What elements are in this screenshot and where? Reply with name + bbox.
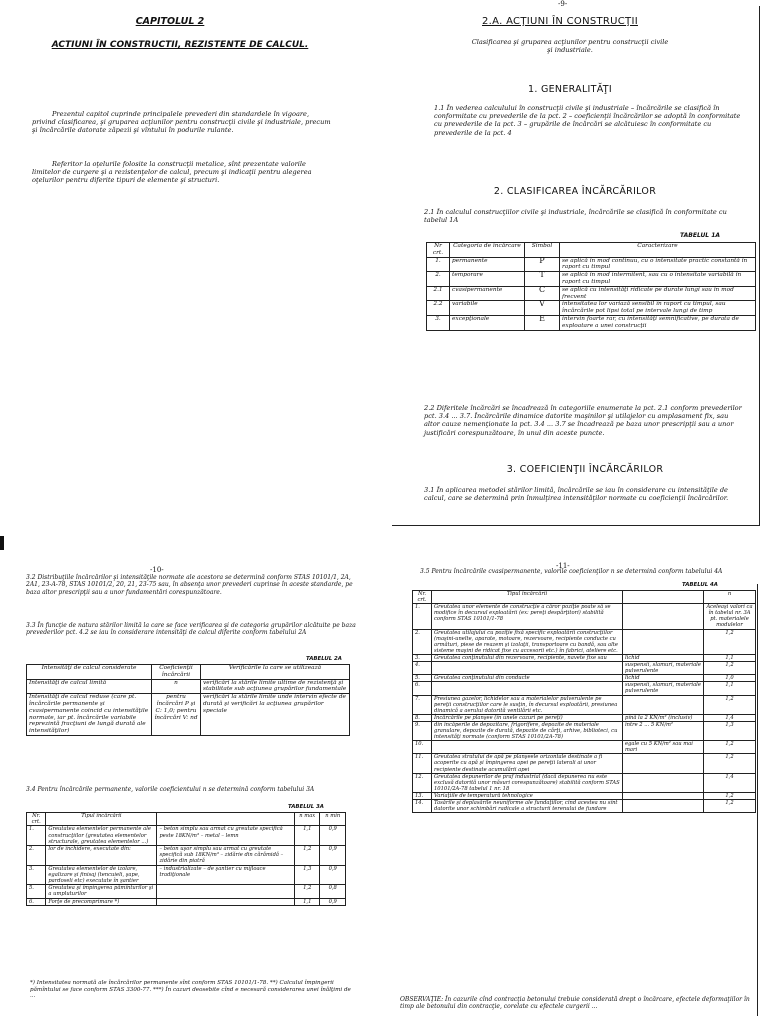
table-cell: 1,1: [295, 826, 320, 846]
table-header-cell: [623, 591, 704, 604]
table-cell: 3.: [27, 865, 46, 885]
chapter-label: CAPITOLUL 2: [135, 16, 205, 27]
table-cell: temporare: [450, 272, 525, 287]
table-cell: 12.: [413, 773, 432, 792]
page-1: [0, 0, 384, 540]
table-2a-caption: TABELUL 2A: [306, 656, 342, 662]
table-cell: pînă la 2 KN/m² (inclusiv): [623, 714, 704, 721]
paragraph-1-1: 1.1 În vederea calculului în construcţii civile şi industriale – încărcările se clasifică în conformitate cu prevederile de la pct. 2 – coeficienţii încărcărilor se adoptă în conformitate cu prevederile de la pct. 3 – grupările de încărcări se alcătuiesc în conformitate cu prevederile de la pct. 4: [434, 104, 741, 137]
table-cell: – industrializate – de şantier cu mijloace tradiţionale: [157, 865, 295, 885]
table-row: [413, 695, 756, 714]
table-cell: 1,4: [704, 773, 756, 792]
table-cell: [432, 662, 623, 675]
table-header-cell: n max: [295, 813, 320, 826]
table-cell: 6.: [27, 898, 46, 905]
table-cell: cvasipermanente: [450, 286, 525, 301]
table-cell: 11.: [413, 754, 432, 773]
table-cell: Greutatea conţinutului din rezervoare, recipiente, navete fixe sau: [432, 654, 623, 661]
table-4a-caption: TABELUL 4A: [682, 582, 718, 588]
table-cell: 3.: [413, 654, 432, 661]
table-cell: [157, 885, 295, 898]
table-cell: lichid: [623, 654, 704, 661]
table-cell: V: [525, 301, 560, 316]
table-cell: 1,1: [704, 654, 756, 661]
page-4: [390, 560, 768, 1024]
table-row: [27, 694, 350, 736]
table-cell: 0,9: [320, 865, 346, 885]
table-cell: suspensii, slamuri, materiale pulverulente: [623, 682, 704, 695]
clasificarea-heading: 2. CLASIFICAREA ÎNCĂRCĂRILOR: [493, 186, 657, 197]
table-cell: 1,3: [704, 721, 756, 740]
table-row: [413, 714, 756, 721]
table-cell: Aceleaşi valori ca în tabelul nr. 3A pt. materialele modulelor: [704, 604, 756, 629]
section-heading: 2.A. ACŢIUNI ÎN CONSTRUCŢII: [482, 16, 638, 27]
table-row: [413, 800, 756, 813]
table-header-cell: Verificările la care se utilizează: [201, 665, 350, 680]
table-cell: se aplică cu intensităţi ridicate pe durate lungi sau în mod frecvent: [560, 286, 756, 301]
table-cell: 4.: [413, 662, 432, 675]
table-cell: se aplică în mod continuu, cu o intensitate practic constantă în raport cu timpul: [560, 257, 756, 272]
page-3: [0, 560, 384, 1024]
table-cell: 7.: [413, 695, 432, 714]
table-cell: [623, 754, 704, 773]
table-cell: Intensităţi de calcul reduse (care pt. încărcările permanente şi cvasipermanente coincid cu intensităţile normate, iar pt. încărcările variabile reprezintă fracţiuni de lungă durată ale intensităţilor): [27, 694, 152, 736]
table-row: [413, 721, 756, 740]
table-cell: 1,2: [704, 754, 756, 773]
page-2: [390, 0, 768, 530]
table-cell: Presiunea gazelor, lichidelor sau a materialelor pulverulente pe pereţii construcţiilor care le susţin, în decursul exploatării, presiunea dinamică a aerului datorită ventilării etc.: [432, 695, 623, 714]
table-cell: lichid: [623, 675, 704, 682]
table-cell: 0,8: [320, 885, 346, 898]
table-cell: Greutatea stratului de apă pe planşeele orizontale destinate a fi acoperite cu apă şi împingerea apei pe pereţii laterali ai unor recipiente destinate acumulării apei: [432, 754, 623, 773]
table-cell: [623, 695, 704, 714]
table-3a: [26, 812, 346, 906]
table-header-cell: Tipul încărcării: [432, 591, 623, 604]
table-row: [413, 629, 756, 654]
table-cell: 1,2: [295, 846, 320, 866]
table-cell: între 2 ... 5 KN/m²: [623, 721, 704, 740]
table-header-cell: [157, 813, 295, 826]
table-cell: Încărcările pe planşee (în unele cazuri pe pereţi): [432, 714, 623, 721]
table-cell: 3.: [427, 315, 450, 330]
table-cell: P: [525, 257, 560, 272]
table-cell: [623, 629, 704, 654]
table-header-cell: n: [704, 591, 756, 604]
steel-paragraph: Referitor la oţelurile folosite la construcţii metalice, sînt prezentate valorile limitelor de curgere şi a rezistenţelor de calcul, precum şi indicaţii pentru alegerea oţelurilor pentru diferite tipuri de elemente şi structuri.: [32, 160, 312, 185]
table-cell: 1,2: [704, 792, 756, 799]
table-row: [427, 272, 756, 287]
table-2a: [26, 664, 350, 736]
table-header-cell: Nr. crt.: [27, 813, 46, 826]
page-number: -10-: [150, 566, 164, 574]
intro-paragraph: Prezentul capitol cuprinde principalele prevederi din standardele în vigoare, privind clasificarea, şi gruparea acţiunilor pentru construcţii civile şi industriale, precum şi încărcările datorate zăpezii şi vîntului în podurile rulante.: [32, 110, 331, 135]
table-row: [413, 741, 756, 754]
table-cell: Variaţiile de temperatură tehnologice: [432, 792, 623, 799]
table-1a: [426, 242, 756, 331]
table-row: [413, 754, 756, 773]
table-row: [27, 898, 346, 905]
table-cell: [623, 792, 704, 799]
paragraph-2-1: 2.1 În calculul construcţiilor civile şi industriale, încărcările se clasifică în conformitate cu tabelul 1A: [424, 208, 727, 225]
table-cell: Greutatea utilajului cu poziţie fixă specific exploatării construcţiilor (maşini-unelte, aparate, motoare, rezervoare, recipiente conducte cu armături, piese de reazem şi izolaţii, transportoare cu bandă, sau alte sisteme maşini de ridicat fixe cu accesorii etc.) în fabrici, ateliere etc.: [432, 629, 623, 654]
table-cell: 1,2: [704, 629, 756, 654]
table-cell: 9.: [413, 721, 432, 740]
table-cell: verificări la stările limite ultime de rezistenţă şi stabilitate sub acţiunea grupărilor fundamentale: [201, 679, 350, 694]
table-row: [413, 792, 756, 799]
table-cell: 2.2: [427, 301, 450, 316]
table-cell: 1,2: [704, 695, 756, 714]
table-cell: 1,2: [704, 662, 756, 675]
table-cell: se aplică în mod intermitent, sau cu o intensitate variabilă în raport cu timpul: [560, 272, 756, 287]
table-row: [413, 675, 756, 682]
paragraph-3-3: 3.3 În funcţie de natura stărilor limită la care se face verificarea şi de categoria grupărilor alcătuite pe baza prevederilor pct. 4.2 se iau în considerare intensităţi de calcul diferite conform tabelului 2A: [26, 622, 356, 637]
paragraph-2-2: 2.2 Diferitele încărcări se încadrează în categoriile enumerate la pct. 2.1 conform prevederilor pct. 3.4 ... 3.7. Încărcările dinamice datorite maşinilor şi utilajelor cu amplasament fix, sau altor cauze nemenţionate la pct. 3.4 ... 3.7 se încadrează pe baza unor prescripţii sau a unor justificări corespunzătoare, în unul din aceste puncte.: [424, 404, 742, 437]
table-row: [427, 301, 756, 316]
table-cell: Greutatea depunerilor de praf industrial (dacă depunerea nu este exclusă datorită unor măsuri corespunzătoare) stabilită conform STAS 10101/2A-78 tabelul 1 nr. 18: [432, 773, 623, 792]
paragraph-3-5: 3.5 Pentru încărcările cvasipermanente, valorile coeficienţilor n se determină conform tabelului 4A: [420, 568, 723, 575]
table-cell: verificări la stările limite unde intervin efecte de durată şi verificări la acţiunea grupărilor speciale: [201, 694, 350, 736]
table-cell: [157, 898, 295, 905]
scan-edge-mark: [0, 536, 4, 550]
table-cell: [432, 741, 623, 754]
table-cell: excepţionale: [450, 315, 525, 330]
table-header-cell: Categoria de încărcare: [450, 243, 525, 258]
table-cell: 2.: [427, 272, 450, 287]
table-cell: din încăperile de depozitare, frigorifere, depozite de materiale granulare, depozite de durată, depozite de cărţi, arhive, biblioteci, cu intensităţi normate (conform STAS 10101/2A-78): [432, 721, 623, 740]
table-header-cell: Nr. crt.: [413, 591, 432, 604]
section-subheading: Clasificarea şi gruparea acţiunilor pentru construcţii civile şi industriale.: [471, 38, 669, 55]
table-cell: lor de închidere, executate din:: [46, 846, 157, 866]
table-cell: Tasările şi deplasările neuniforme ale fundaţiilor, cînd acestea nu sînt datorite unor schimbări radicale a structurii terenului de fundare: [432, 800, 623, 813]
table-cell: Greutatea conţinutului din conducte: [432, 675, 623, 682]
table-row: [427, 257, 756, 272]
table-row: [27, 826, 346, 846]
table-cell: 2.: [27, 846, 46, 866]
table-cell: Greutatea şi împingerea pămînturilor şi a umpluturilor: [46, 885, 157, 898]
table-cell: 1.: [27, 826, 46, 846]
table-cell: – beton uşor simplu sau armat cu greutate specifică sub 18KN/m³ – zidărie din cărămidă – zidărie din piatră: [157, 846, 295, 866]
table-cell: 0,9: [320, 898, 346, 905]
paragraph-3-4: 3.4 Pentru încărcările permanente, valorile coeficientului n se determină conform tabelului 3A: [26, 786, 315, 793]
table-row: [413, 773, 756, 792]
table-cell: 5.: [413, 675, 432, 682]
table-cell: 14.: [413, 800, 432, 813]
table-cell: 1,1: [704, 682, 756, 695]
table-row: [413, 654, 756, 661]
table-row: [27, 885, 346, 898]
generalitati-heading: 1. GENERALITĂŢI: [527, 84, 613, 95]
table-header-cell: Intensităţi de calcul considerate: [27, 665, 152, 680]
table-row: [413, 682, 756, 695]
table-cell: 1,1: [295, 898, 320, 905]
table-cell: Greutatea elementelor permanente ale construcţiilor (greutatea elementelor structurale, greutatea elementelor ...): [46, 826, 157, 846]
table-cell: [432, 682, 623, 695]
table-cell: permanente: [450, 257, 525, 272]
table-header-cell: Caracterizare: [560, 243, 756, 258]
table-cell: 2.1: [427, 286, 450, 301]
table-cell: 1,3: [295, 865, 320, 885]
table-cell: pentru încărcări P şi C: 1,0; pentru încărcări V: nd: [152, 694, 201, 736]
table-cell: n: [152, 679, 201, 694]
table-cell: 1.: [413, 604, 432, 629]
coeficientii-heading: 3. COEFICIENŢII ÎNCĂRCĂRILOR: [506, 464, 664, 475]
table-cell: Greutatea unor elemente de construcţie a căror poziţie poate să se modifice în decursul exploatării (ex: pereţi despărţitori) stabilită conform STAS 10101/1-78: [432, 604, 623, 629]
page-number: -11-: [556, 562, 570, 570]
table-header-cell: Nr crt.: [427, 243, 450, 258]
table-header-cell: n min: [320, 813, 346, 826]
table-cell: 13.: [413, 792, 432, 799]
table-cell: [623, 604, 704, 629]
table-cell: E: [525, 315, 560, 330]
table-cell: T: [525, 272, 560, 287]
table-cell: 1,2: [295, 885, 320, 898]
table-cell: intervin foarte rar, cu intensităţi semnificative, pe durata de exploatare a unei construcţii: [560, 315, 756, 330]
table-cell: intensitatea lor variază sensibil în raport cu timpul, sau încărcările pot lipsi total pe intervale lungi de timp: [560, 301, 756, 316]
table-3a-caption: TABELUL 3A: [288, 804, 324, 810]
table-header-cell: Coeficienţii încărcării: [152, 665, 201, 680]
page-number: -9-: [558, 0, 568, 8]
table-cell: 1,2: [704, 800, 756, 813]
table-cell: Forţe de precomprimare *): [46, 898, 157, 905]
table-row: [413, 604, 756, 629]
table-cell: egale cu 5 KN/m² sau mai mari: [623, 741, 704, 754]
table-cell: 0,9: [320, 826, 346, 846]
table-4a: [412, 590, 756, 813]
table-header-cell: Simbol: [525, 243, 560, 258]
table-cell: 1,4: [704, 714, 756, 721]
observation-note: OBSERVAŢIE: În cazurile cînd contracţia betonului trebuie considerată drept o încărcare, efectele deformaţiilor în timp ale betonului din contracţie, corelate cu efectele curgerii ...: [400, 996, 750, 1011]
table-cell: 5.: [27, 885, 46, 898]
table-cell: Greutatea elementelor de izolare, egalizare şi finisaj (tencuieli, şape, pardoseli etc) executate în şantier: [46, 865, 157, 885]
table-3a-footnotes: *) Intensitatea normată ale încărcărilor permanente sînt conform STAS 10101/1-78. **) Calculul împingerii pămîntului se face conform STAS 3300-77. ***) În cazuri deosebite cînd e necesară considerarea unei înălţimi de ...: [30, 980, 351, 1000]
paragraph-3-1: 3.1 În aplicarea metodei stărilor limită, încărcările se iau în considerare cu intensităţile de calcul, care se determină prin înmulţirea intensităţilor normate cu coeficienţii încărcărilor.: [424, 486, 729, 503]
table-cell: Intensităţi de calcul limită: [27, 679, 152, 694]
table-cell: C: [525, 286, 560, 301]
table-cell: suspensii, slamuri, materiale pulverulente: [623, 662, 704, 675]
table-cell: 1.: [427, 257, 450, 272]
table-cell: variabile: [450, 301, 525, 316]
table-1a-caption: TABELUL 1A: [680, 232, 721, 239]
table-cell: [623, 800, 704, 813]
table-row: [27, 865, 346, 885]
table-cell: [623, 773, 704, 792]
chapter-title: ACTIUNI ÎN CONSTRUCTII, REZISTENTE DE CALCUL.: [51, 40, 309, 50]
table-cell: 2.: [413, 629, 432, 654]
table-row: [427, 315, 756, 330]
table-cell: – beton simplu sau armat cu greutate specifică peste 18KN/m³ – metal – lemn: [157, 826, 295, 846]
table-row: [413, 662, 756, 675]
table-row: [427, 286, 756, 301]
paragraph-3-2: 3.2 Distribuţiile încărcărilor şi intensităţile normate ale acestora se determină conform STAS 10101/1, 2A, 2A1, 23-A-78, STAS 10101/2, 20, 21, 23-75 sau, în absenţa unor prevederi cuprinse în aceste standarde, pe baza altor prescripţii sau a unor fundamentări corespunzătoare.: [26, 574, 353, 596]
table-cell: 6.: [413, 682, 432, 695]
table-row: [27, 679, 350, 694]
table-header-cell: Tipul încărcării: [46, 813, 157, 826]
table-row: [27, 846, 346, 866]
table-cell: 1,0: [704, 675, 756, 682]
table-cell: 10.: [413, 741, 432, 754]
table-cell: 0,9: [320, 846, 346, 866]
table-cell: 1,2: [704, 741, 756, 754]
table-cell: 8.: [413, 714, 432, 721]
